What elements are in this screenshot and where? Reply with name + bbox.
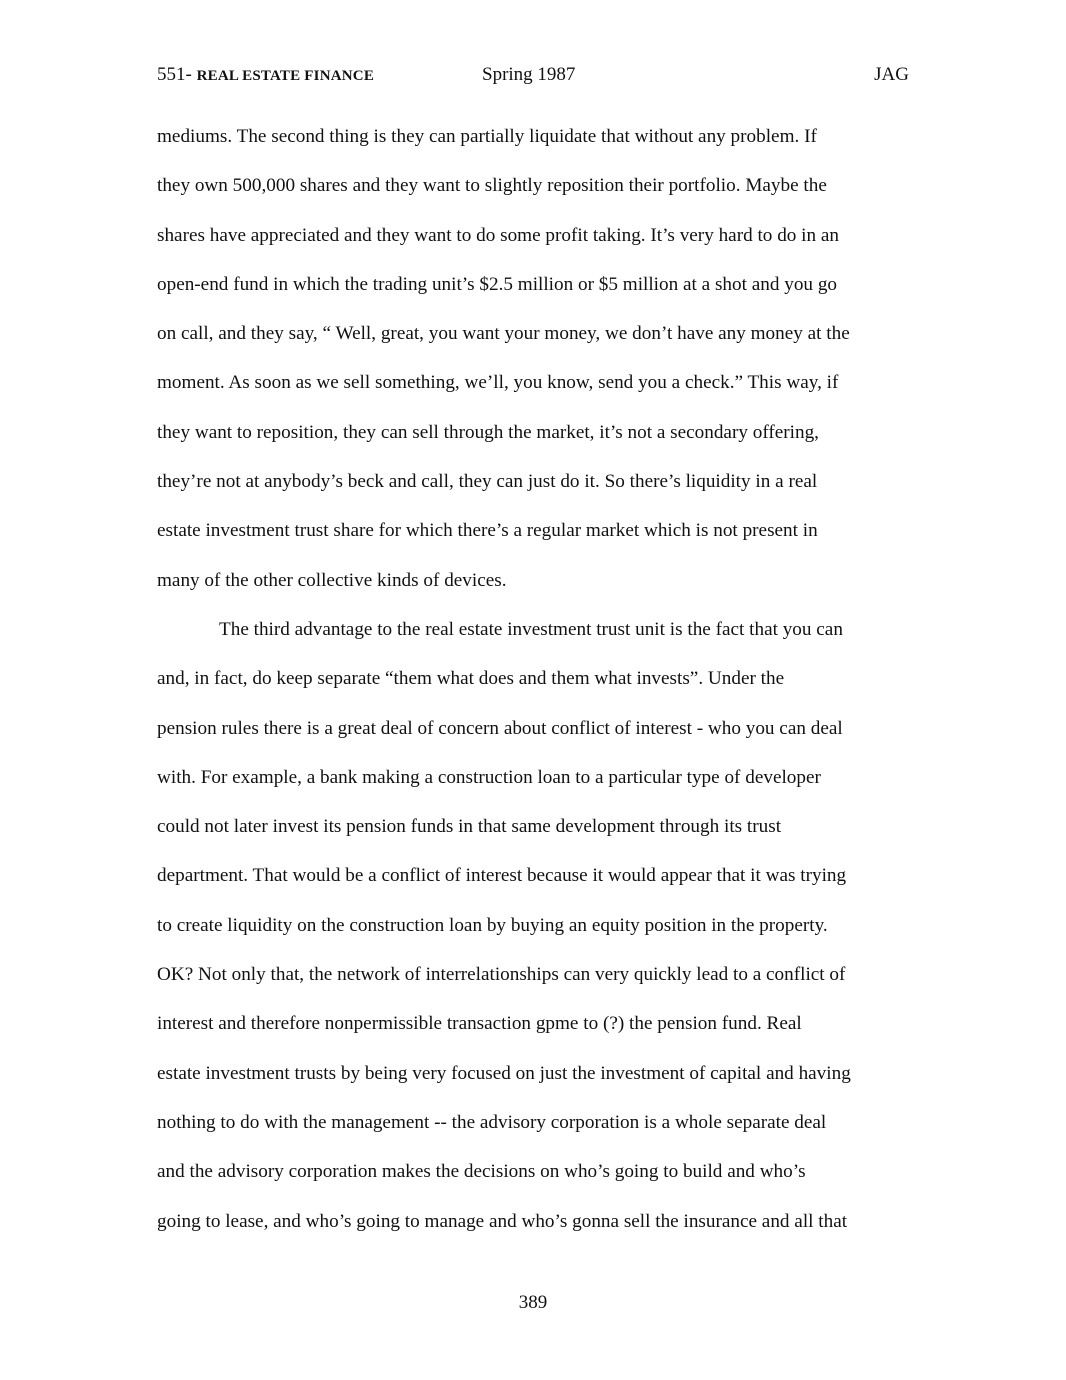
- text-line: moment. As soon as we sell something, we’ll, you know, send you a check.” This way, if: [157, 372, 839, 394]
- text-line: they’re not at anybody’s beck and call, they can just do it. So there’s liquidity in a real: [157, 471, 818, 493]
- text-line: open-end fund in which the trading unit’s $2.5 million or $5 million at a shot and you go: [157, 273, 838, 295]
- text-line: could not later invest its pension funds in that same development through its trust: [157, 816, 782, 838]
- transcript-body: [157, 122, 917, 1256]
- text-line: they own 500,000 shares and they want to slightly reposition their portfolio. Maybe the: [157, 175, 827, 197]
- paragraph-first-line: The third advantage to the real estate investment trust unit is the fact that you can: [219, 618, 843, 640]
- text-line: nothing to do with the management -- the advisory corporation is a whole separate deal: [157, 1111, 827, 1133]
- text-line: interest and therefore nonpermissible transaction gpme to (?) the pension fund. Real: [157, 1013, 802, 1035]
- text-line: many of the other collective kinds of devices.: [157, 569, 507, 591]
- text-line: and, in fact, do keep separate “them what does and them what invests”. Under the: [157, 668, 785, 690]
- text-line: they want to reposition, they can sell through the market, it’s not a secondary offering,: [157, 421, 819, 443]
- text-line: OK? Not only that, the network of interrelationships can very quickly lead to a conflict of: [157, 964, 846, 986]
- page-header: [157, 64, 909, 90]
- text-line: estate investment trust share for which there’s a regular market which is not present in: [157, 520, 818, 542]
- text-line: pension rules there is a great deal of concern about conflict of interest - who you can deal: [157, 717, 843, 739]
- text-line: with. For example, a bank making a construction loan to a particular type of developer: [157, 766, 821, 788]
- text-line: shares have appreciated and they want to do some profit taking. It’s very hard to do in an: [157, 224, 840, 246]
- author-initials: JAG: [874, 64, 909, 85]
- text-line: going to lease, and who’s going to manage and who’s gonna sell the insurance and all that: [157, 1210, 848, 1232]
- text-line: department. That would be a conflict of interest because it would appear that it was trying: [157, 865, 847, 887]
- course-number: 551-: [157, 64, 192, 85]
- text-line: mediums. The second thing is they can partially liquidate that without any problem. If: [157, 126, 817, 147]
- text-line: and the advisory corporation makes the decisions on who’s going to build and who’s: [157, 1161, 806, 1183]
- text-line: estate investment trusts by being very focused on just the investment of capital and having: [157, 1062, 851, 1084]
- text-line: to create liquidity on the construction loan by buying an equity position in the property.: [157, 914, 828, 936]
- page-number: 389: [518, 1292, 548, 1313]
- text-line: on call, and they say, “ Well, great, you want your money, we don’t have any money at the: [157, 323, 850, 345]
- term-label: Spring 1987: [482, 64, 576, 85]
- course-title: REAL ESTATE FINANCE: [196, 68, 375, 84]
- course-heading: [157, 64, 374, 86]
